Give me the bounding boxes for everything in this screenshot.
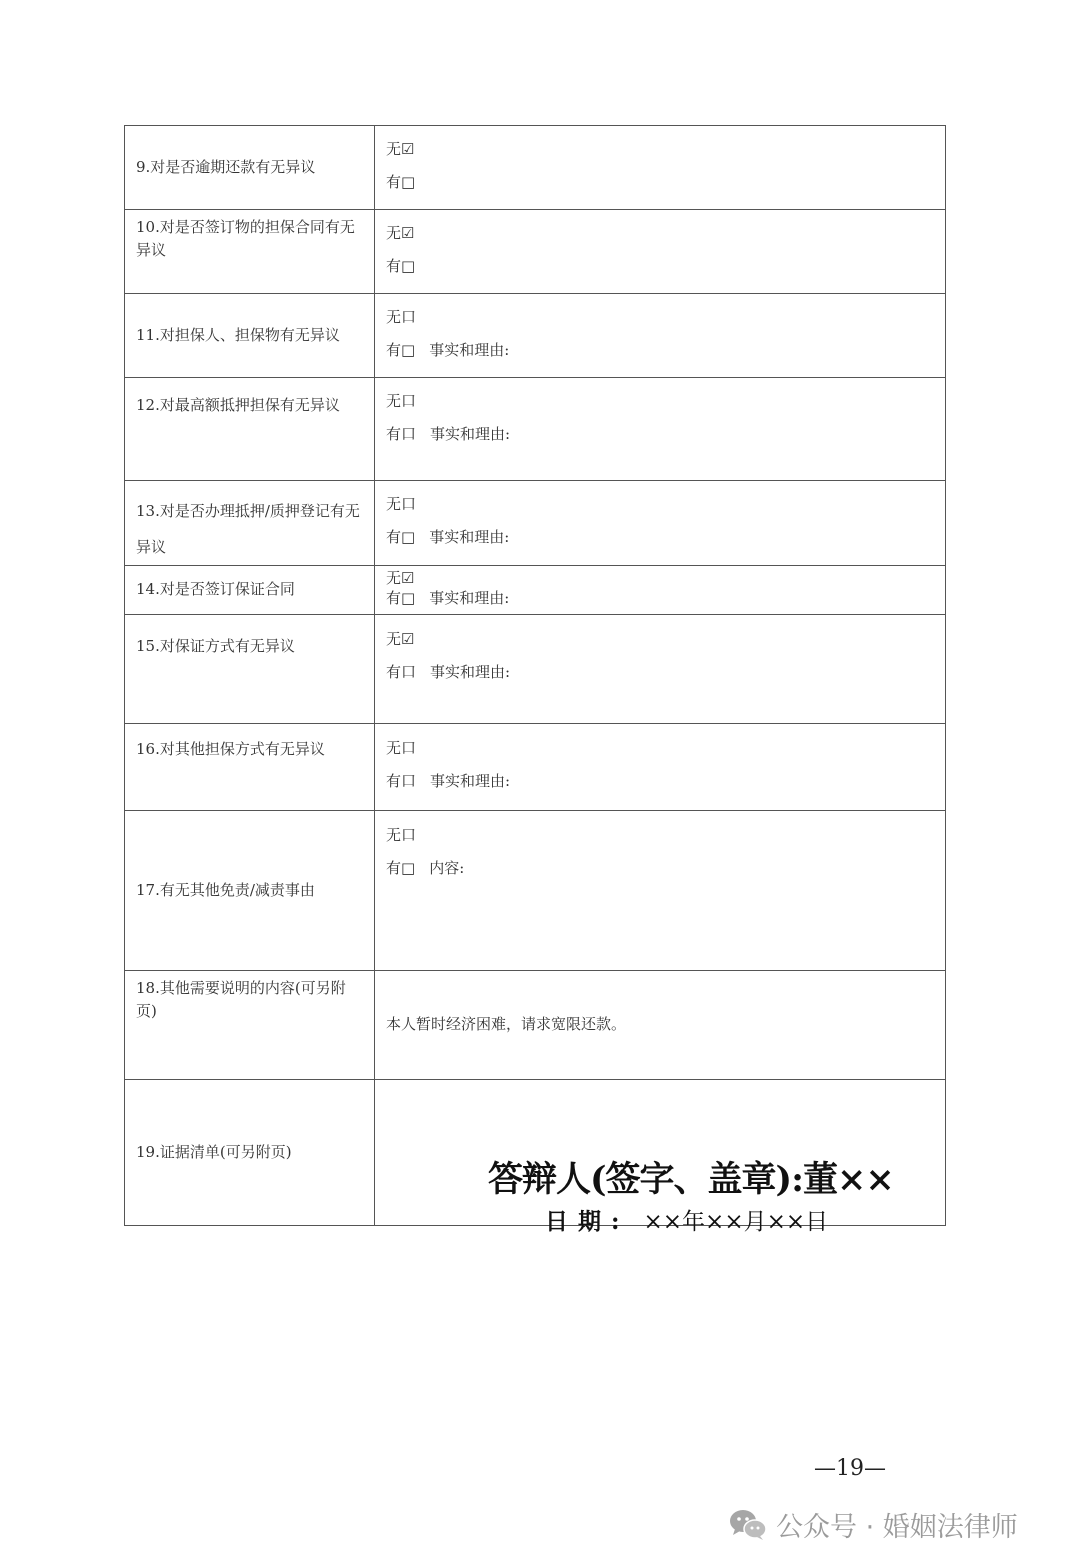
option-yes: 有□ — [386, 528, 416, 547]
option-yes: 有□ — [386, 588, 416, 607]
row-label: 17.有无其他免责/减责事由 — [136, 880, 315, 899]
row-label: 11.对担保人、担保物有无异议 — [136, 325, 340, 344]
table-row — [125, 481, 946, 566]
row-answer-cell — [375, 378, 946, 481]
option-none: 无口 — [386, 308, 417, 326]
table-row — [125, 566, 946, 615]
option-none: 无口 — [386, 495, 417, 513]
row-answer-cell — [375, 481, 946, 566]
option-yes-line — [386, 770, 945, 793]
row-label-cell — [125, 378, 375, 481]
date-label: 日期: — [545, 1208, 630, 1235]
option-yes: 有□ — [386, 341, 416, 360]
option-yes: 有口 — [386, 425, 417, 444]
option-none: 无口 — [386, 392, 417, 410]
option-none: 无☑ — [386, 224, 415, 242]
row-label: 9.对是否逾期还款有无异议 — [136, 157, 316, 176]
row-answer-cell — [375, 615, 946, 724]
row-label-cell — [125, 971, 375, 1080]
table-row — [125, 126, 946, 210]
row-label-cell — [125, 294, 375, 378]
option-yes-line — [386, 423, 945, 446]
option-yes-line — [386, 661, 945, 684]
date-value: ××年××月××日 — [643, 1209, 829, 1235]
signature-date — [545, 1203, 828, 1236]
table-row — [125, 811, 946, 971]
row-label: 19.证据清单(可另附页) — [136, 1142, 292, 1161]
row-answer-cell — [375, 811, 946, 971]
option-none: 无口 — [386, 826, 417, 844]
reason-label: 事实和理由: — [430, 663, 511, 682]
row-label: 10.对是否签订物的担保合同有无异议 — [136, 218, 355, 260]
row-label: 15.对保证方式有无异议 — [136, 637, 295, 655]
row-label: 14.对是否签订保证合同 — [136, 580, 295, 599]
answer-form-table — [124, 125, 946, 1226]
table-row — [125, 724, 946, 811]
option-yes-line — [386, 339, 945, 362]
option-none: 无口 — [386, 739, 417, 757]
row-answer-cell — [375, 294, 946, 378]
row-label-cell — [125, 566, 375, 615]
reason-label: 事实和理由: — [429, 341, 510, 360]
reason-label: 事实和理由: — [430, 425, 511, 444]
row-content: 本人暂时经济困难，请求宽限还款。 — [386, 1015, 627, 1034]
table-row — [125, 294, 946, 378]
row-answer-cell — [375, 210, 946, 294]
row-label: 12.对最高额抵押担保有无异议 — [136, 396, 340, 414]
table-row — [125, 971, 946, 1080]
option-yes: 有□ — [386, 859, 416, 878]
option-yes-line — [386, 857, 945, 880]
respondent-signature: 答辩人(签字、盖章):董×× — [488, 1159, 894, 1200]
watermark — [728, 1505, 1018, 1544]
row-label-cell — [125, 210, 375, 294]
option-yes: 有□ — [386, 257, 416, 276]
row-answer-cell — [375, 724, 946, 811]
row-label-cell — [125, 481, 375, 566]
row-label-cell — [125, 126, 375, 210]
table-row — [125, 378, 946, 481]
option-none: 无☑ — [386, 630, 415, 648]
option-none: 无☑ — [386, 140, 415, 158]
option-yes: 有口 — [386, 663, 417, 682]
option-yes: 有□ — [386, 173, 416, 192]
table-row — [125, 615, 946, 724]
wechat-icon — [728, 1508, 768, 1542]
row-label: 13.对是否办理抵押/质押登记有无异议 — [136, 502, 360, 556]
row-label-cell — [125, 811, 375, 971]
watermark-text: 公众号 · 婚姻法律师 — [776, 1512, 1018, 1543]
table-row — [125, 210, 946, 294]
reason-label: 事实和理由: — [429, 588, 510, 607]
row-answer-cell — [375, 126, 946, 210]
option-yes: 有口 — [386, 772, 417, 791]
row-label: 16.对其他担保方式有无异议 — [136, 740, 325, 758]
row-label-cell — [125, 1080, 375, 1226]
row-answer-cell — [375, 566, 946, 615]
page-number: —19— — [814, 1456, 886, 1481]
reason-label: 内容: — [429, 859, 465, 878]
row-label-cell — [125, 615, 375, 724]
row-answer-cell — [375, 971, 946, 1080]
option-yes-line — [386, 589, 945, 609]
row-label: 18.其他需要说明的内容(可另附页) — [136, 979, 346, 1021]
option-none: 无☑ — [386, 569, 415, 587]
reason-label: 事实和理由: — [429, 528, 510, 547]
row-label-cell — [125, 724, 375, 811]
option-yes-line — [386, 526, 945, 549]
reason-label: 事实和理由: — [430, 772, 511, 791]
